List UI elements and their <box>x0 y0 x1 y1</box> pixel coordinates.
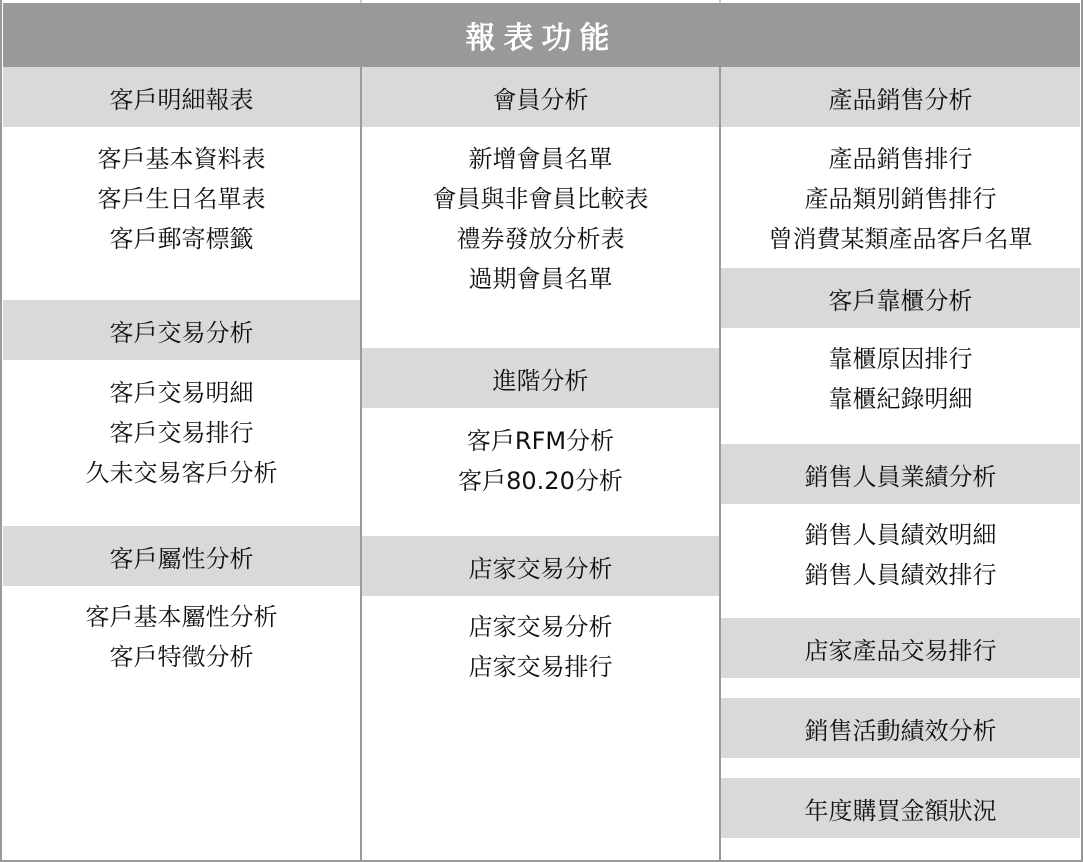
report-link[interactable]: 客戶特徵分析 <box>109 643 254 671</box>
report-link[interactable]: 會員與非會員比較表 <box>432 185 649 213</box>
section-list <box>3 139 360 259</box>
section-list <box>721 139 1080 259</box>
report-link[interactable]: 店家交易分析 <box>468 613 613 641</box>
report-link[interactable]: 客戶生日名單表 <box>97 185 266 213</box>
report-link[interactable]: 新增會員名單 <box>468 145 613 173</box>
report-link[interactable]: 客戶交易排行 <box>109 419 254 447</box>
section-header-store-product-ranking[interactable]: 店家產品交易排行 <box>721 618 1080 678</box>
page-title: 報表功能 <box>3 3 1080 67</box>
report-link[interactable]: 客戶基本屬性分析 <box>85 603 278 631</box>
report-link[interactable]: 客戶郵寄標籤 <box>109 225 254 253</box>
section-list <box>362 607 719 687</box>
report-link[interactable]: 久未交易客戶分析 <box>85 459 278 487</box>
section-list <box>3 597 360 677</box>
report-link[interactable]: 客戶80.20分析 <box>458 467 623 495</box>
report-link[interactable]: 銷售人員績效排行 <box>804 561 997 589</box>
section-header-product-sales[interactable]: 產品銷售分析 <box>721 67 1080 127</box>
section-header-annual-purchase[interactable]: 年度購買金額狀況 <box>721 778 1080 838</box>
report-link[interactable]: 客戶交易明細 <box>109 379 254 407</box>
section-header-member-analysis[interactable]: 會員分析 <box>362 67 719 127</box>
section-list <box>721 339 1080 419</box>
report-link[interactable]: 靠櫃原因排行 <box>828 345 973 373</box>
section-header-customer-transaction[interactable]: 客戶交易分析 <box>3 300 360 360</box>
report-link[interactable]: 客戶基本資料表 <box>97 145 266 173</box>
section-header-counter-visit[interactable]: 客戶靠櫃分析 <box>721 268 1080 328</box>
report-link[interactable]: 曾消費某類產品客戶名單 <box>768 225 1033 253</box>
section-header-advanced-analysis[interactable]: 進階分析 <box>362 348 719 408</box>
report-link[interactable]: 產品類別銷售排行 <box>804 185 997 213</box>
report-link[interactable]: 過期會員名單 <box>468 265 613 293</box>
section-header-sales-campaign[interactable]: 銷售活動績效分析 <box>721 698 1080 758</box>
section-header-customer-attribute[interactable]: 客戶屬性分析 <box>3 526 360 586</box>
section-header-customer-detail[interactable]: 客戶明細報表 <box>3 67 360 127</box>
report-link[interactable]: 禮券發放分析表 <box>456 225 625 253</box>
section-list <box>721 515 1080 595</box>
section-list <box>3 373 360 493</box>
report-link[interactable]: 店家交易排行 <box>468 653 613 681</box>
report-link[interactable]: 客戶RFM分析 <box>466 427 615 455</box>
section-list <box>362 139 719 299</box>
section-header-sales-staff-performance[interactable]: 銷售人員業績分析 <box>721 444 1080 504</box>
section-list <box>362 421 719 501</box>
section-header-store-transaction[interactable]: 店家交易分析 <box>362 536 719 596</box>
report-link[interactable]: 靠櫃紀錄明細 <box>828 385 973 413</box>
report-link[interactable]: 產品銷售排行 <box>828 145 973 173</box>
report-link[interactable]: 銷售人員績效明細 <box>804 521 997 549</box>
